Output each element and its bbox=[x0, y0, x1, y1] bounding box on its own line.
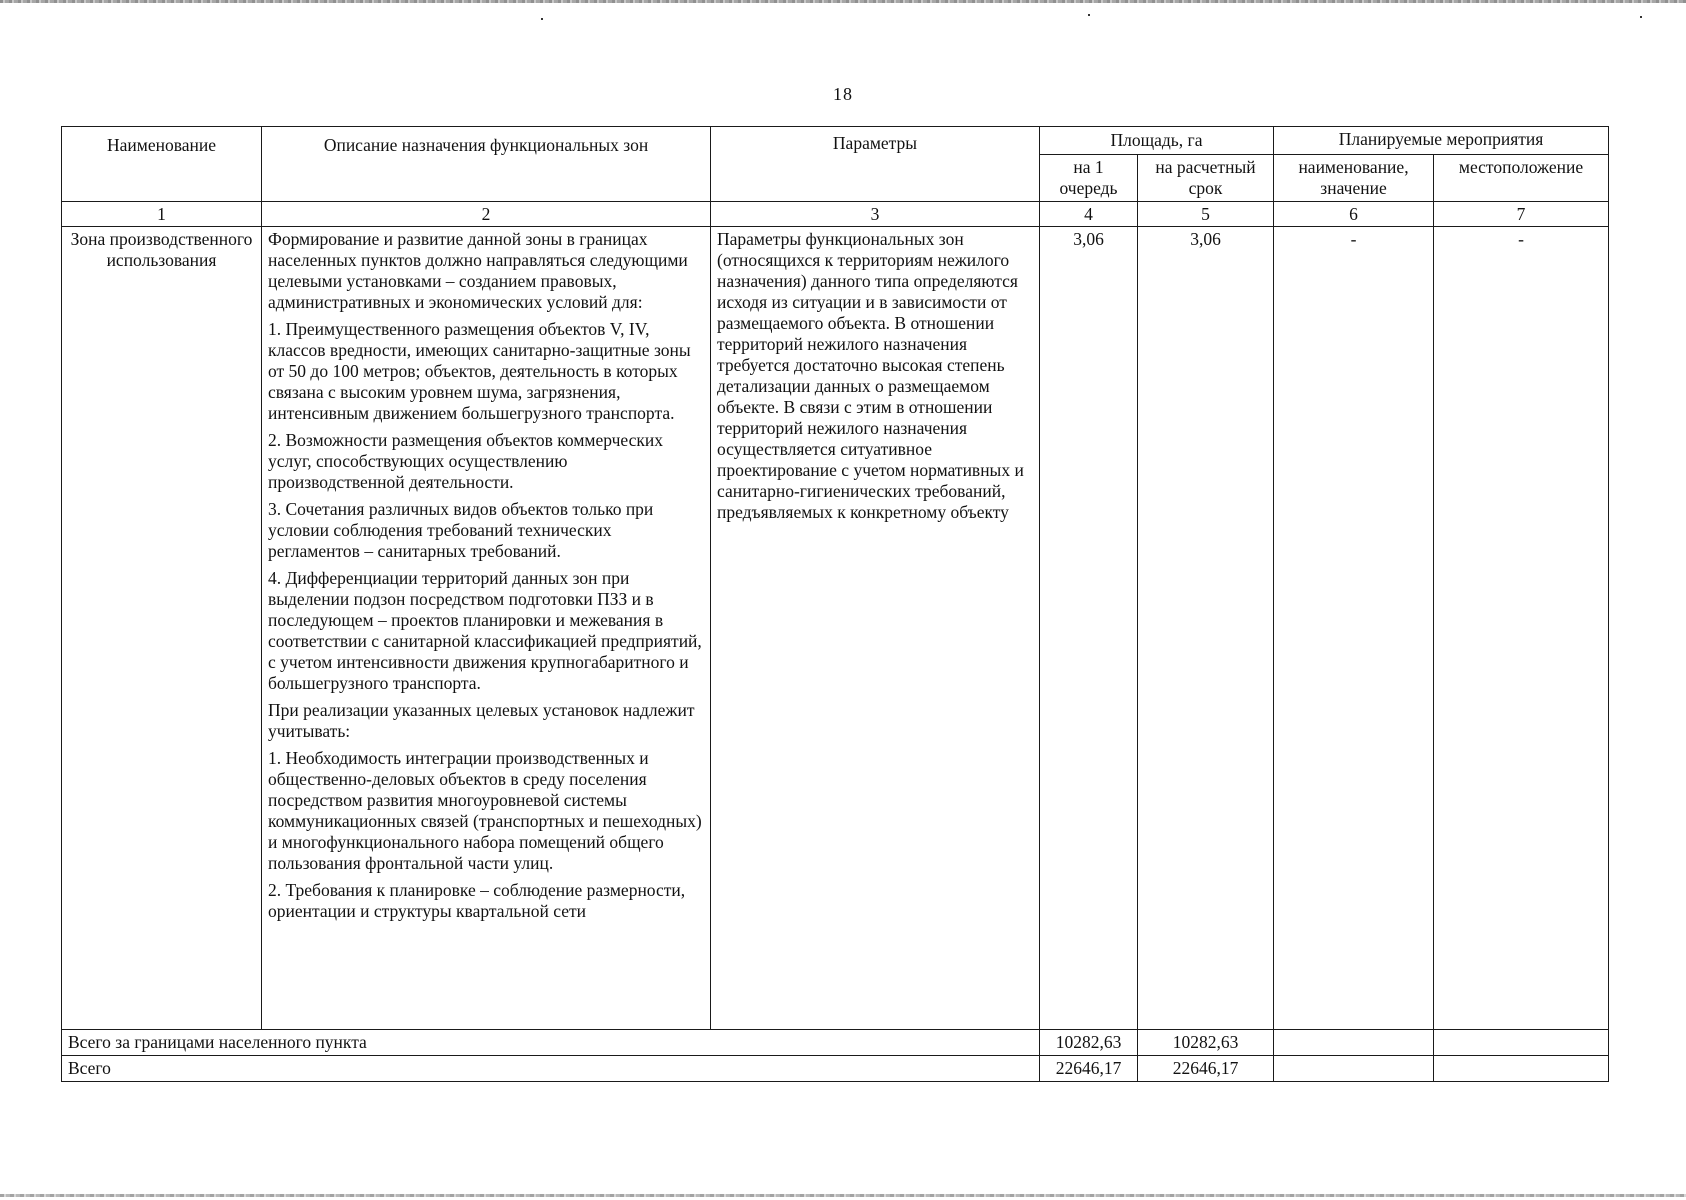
description-paragraph: 3. Сочетания различных видов объектов только при условии соблюдения требований технических регламентов – санитарных требований. bbox=[268, 499, 654, 561]
column-number: 3 bbox=[711, 202, 1040, 227]
total-empty bbox=[1274, 1030, 1434, 1056]
total-calc: 10282,63 bbox=[1138, 1030, 1274, 1056]
total-calc: 22646,17 bbox=[1138, 1056, 1274, 1082]
total-empty bbox=[1274, 1056, 1434, 1082]
total-label: Всего за границами населенного пункта bbox=[62, 1030, 1040, 1056]
zones-table bbox=[61, 126, 1609, 1082]
area-stage1-value: 3,06 bbox=[1040, 227, 1138, 1030]
column-number: 5 bbox=[1138, 202, 1274, 227]
description-paragraph: 2. Требования к планировке – соблюдение размерности, ориентации и структуры квартальной сети bbox=[268, 880, 686, 921]
header-planned: Планируемые мероприятия bbox=[1274, 127, 1609, 155]
column-number: 7 bbox=[1434, 202, 1609, 227]
header-planned-name: наименование, значение bbox=[1274, 155, 1434, 202]
page-number: 18 bbox=[833, 84, 853, 104]
header-area: Площадь, га bbox=[1040, 127, 1274, 155]
header-area-stage1: на 1 очередь bbox=[1040, 155, 1138, 202]
column-number: 6 bbox=[1274, 202, 1434, 227]
total-empty bbox=[1434, 1030, 1609, 1056]
column-number: 1 bbox=[62, 202, 262, 227]
zone-name: Зона производственного использования bbox=[62, 227, 262, 1030]
planned-name-value: - bbox=[1274, 227, 1434, 1030]
total-row bbox=[62, 1056, 1609, 1082]
zone-row bbox=[62, 227, 1609, 1030]
description-paragraph: 4. Дифференциации территорий данных зон при выделении подзон посредством подготовки ПЗЗ и в последующем – проектов планировки и межевания в соответствии с санитарной классификацией предприятий, с учетом интенсивности движения крупногабаритного и большегрузного транспорта. bbox=[268, 568, 702, 693]
column-number: 2 bbox=[262, 202, 711, 227]
header-row-1 bbox=[62, 127, 1609, 155]
area-calc-value: 3,06 bbox=[1138, 227, 1274, 1030]
description-paragraph: 2. Возможности размещения объектов коммерческих услуг, способствующих осуществлению производственной деятельности. bbox=[268, 430, 663, 492]
header-planned-location: местоположение bbox=[1434, 155, 1609, 202]
scan-speck bbox=[1640, 16, 1642, 18]
header-area-calc: на расчетный срок bbox=[1138, 155, 1274, 202]
column-number-row bbox=[62, 202, 1609, 227]
scan-edge-top bbox=[0, 0, 1686, 3]
zone-params: Параметры функциональных зон (относящихся к территориям нежилого назначения) данного типа определяются исходя из ситуации и в зависимости от размещаемого объекта. В отношении территорий нежилого назначения требуется достаточно высокая степень детализации данных о размещаемом объекте. В связи с этим в отношении территорий нежилого назначения осуществляется ситуативное проектирование с учетом нормативных и санитарно-гигиенических требований, предъявляемых к конкретному объекту bbox=[711, 227, 1040, 1030]
header-name: Наименование bbox=[62, 127, 262, 202]
total-stage1: 10282,63 bbox=[1040, 1030, 1138, 1056]
scan-speck bbox=[1088, 14, 1090, 16]
scan-speck bbox=[541, 18, 543, 20]
scan-edge-bottom bbox=[0, 1194, 1686, 1197]
header-description: Описание назначения функциональных зон bbox=[262, 127, 711, 202]
column-number: 4 bbox=[1040, 202, 1138, 227]
header-params: Параметры bbox=[711, 127, 1040, 202]
total-label: Всего bbox=[62, 1056, 1040, 1082]
zone-description bbox=[262, 227, 711, 1030]
total-stage1: 22646,17 bbox=[1040, 1056, 1138, 1082]
description-paragraph: При реализации указанных целевых установок надлежит учитывать: bbox=[268, 700, 695, 741]
total-row bbox=[62, 1030, 1609, 1056]
total-empty bbox=[1434, 1056, 1609, 1082]
description-paragraph: 1. Необходимость интеграции производственных и общественно-деловых объектов в среду поселения посредством развития многоуровневой системы коммуникационных связей (транспортных и пешеходных) и многофункционального набора помещений общего пользования фронтальной части улиц. bbox=[268, 748, 702, 873]
description-paragraph: Формирование и развитие данной зоны в границах населенных пунктов должно направляться следующими целевыми установками – созданием правовых, административных и экономических условий для: bbox=[268, 229, 688, 312]
planned-location-value: - bbox=[1434, 227, 1609, 1030]
description-paragraph: 1. Преимущественного размещения объектов V, IV, классов вредности, имеющих санитарно-защитные зоны от 50 до 100 метров; объектов, деятельность в которых связана с высоким уровнем шума, загрязнения, интенсивным движением большегрузного транспорта. bbox=[268, 319, 691, 423]
